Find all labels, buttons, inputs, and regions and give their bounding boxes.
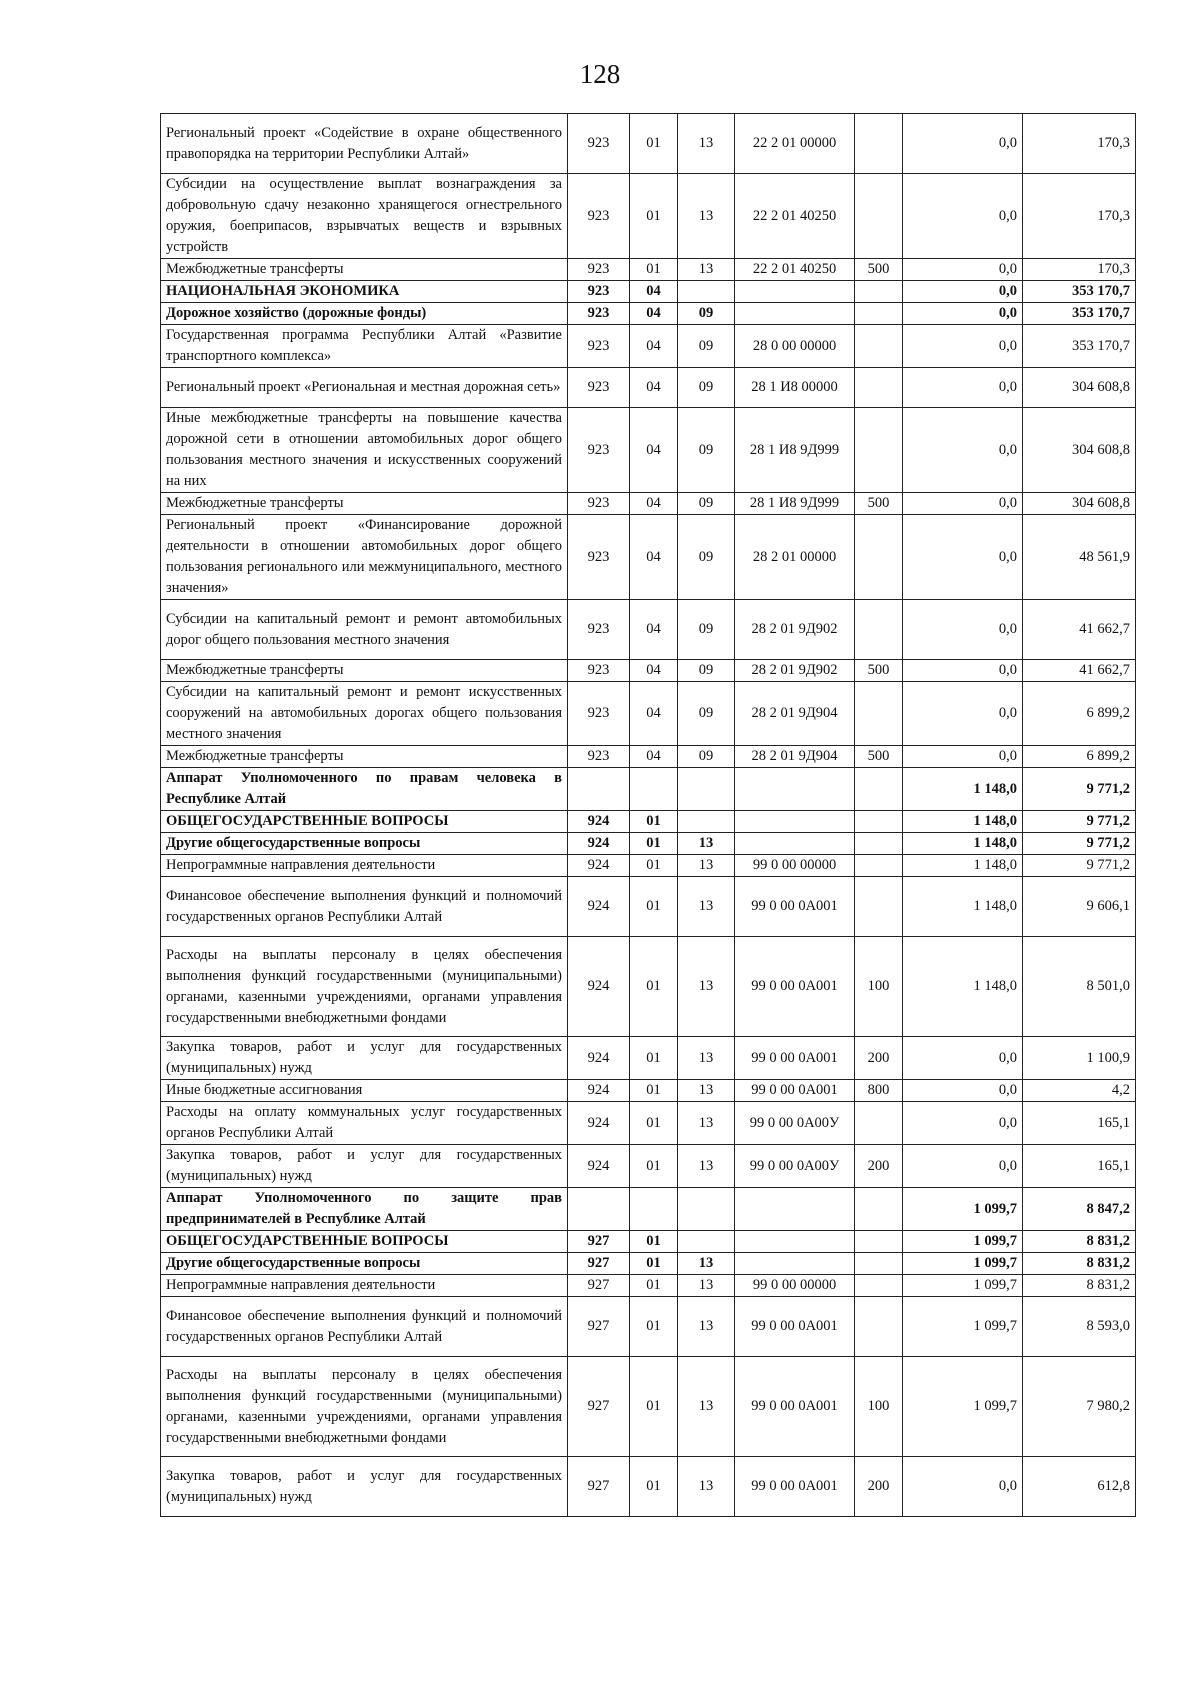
amount-total-cell: 304 608,8 bbox=[1023, 493, 1136, 515]
subsection-code-cell: 13 bbox=[678, 114, 735, 174]
table-row bbox=[161, 1145, 1136, 1188]
subsection-code-cell: 13 bbox=[678, 877, 735, 937]
subsection-code-cell: 13 bbox=[678, 1457, 735, 1517]
section-code-cell: 04 bbox=[630, 303, 678, 325]
admin-code-cell: 924 bbox=[568, 1080, 630, 1102]
amount-total-cell: 165,1 bbox=[1023, 1102, 1136, 1145]
expense-type-cell bbox=[855, 811, 903, 833]
target-article-cell: 99 0 00 0А001 bbox=[735, 1037, 855, 1080]
section-code-cell: 01 bbox=[630, 1102, 678, 1145]
amount-federal-cell: 0,0 bbox=[903, 682, 1023, 746]
admin-code-cell: 924 bbox=[568, 937, 630, 1037]
table-row bbox=[161, 811, 1136, 833]
target-article-cell: 28 2 01 00000 bbox=[735, 515, 855, 600]
table-row bbox=[161, 768, 1136, 811]
target-article-cell: 28 2 01 9Д904 bbox=[735, 746, 855, 768]
table-row bbox=[161, 1297, 1136, 1357]
expense-type-cell: 100 bbox=[855, 937, 903, 1037]
expense-type-cell bbox=[855, 600, 903, 660]
subsection-code-cell: 13 bbox=[678, 1102, 735, 1145]
table-row bbox=[161, 600, 1136, 660]
amount-total-cell: 353 170,7 bbox=[1023, 325, 1136, 368]
amount-total-cell: 9 771,2 bbox=[1023, 768, 1136, 811]
subsection-code-cell bbox=[678, 811, 735, 833]
row-name-cell: Непрограммные направления деятельности bbox=[161, 855, 568, 877]
budget-table-body bbox=[161, 114, 1136, 1517]
admin-code-cell: 923 bbox=[568, 281, 630, 303]
amount-total-cell: 304 608,8 bbox=[1023, 368, 1136, 408]
target-article-cell: 28 0 00 00000 bbox=[735, 325, 855, 368]
expense-type-cell bbox=[855, 768, 903, 811]
admin-code-cell: 923 bbox=[568, 682, 630, 746]
amount-federal-cell: 1 099,7 bbox=[903, 1188, 1023, 1231]
amount-total-cell: 353 170,7 bbox=[1023, 303, 1136, 325]
table-row bbox=[161, 937, 1136, 1037]
amount-federal-cell: 1 099,7 bbox=[903, 1231, 1023, 1253]
table-row bbox=[161, 660, 1136, 682]
row-name-cell: Закупка товаров, работ и услуг для государственных (муниципальных) нужд bbox=[161, 1145, 568, 1188]
section-code-cell: 01 bbox=[630, 1275, 678, 1297]
admin-code-cell bbox=[568, 1188, 630, 1231]
admin-code-cell: 924 bbox=[568, 855, 630, 877]
table-row bbox=[161, 1037, 1136, 1080]
row-name-cell: Иные межбюджетные трансферты на повышение качества дорожной сети в отношении автомобильных дорог общего пользования местного значения и искусственных сооружений на них bbox=[161, 408, 568, 493]
target-article-cell: 99 0 00 0А00У bbox=[735, 1102, 855, 1145]
amount-federal-cell: 1 099,7 bbox=[903, 1275, 1023, 1297]
subsection-code-cell: 09 bbox=[678, 746, 735, 768]
target-article-cell: 28 1 И8 9Д999 bbox=[735, 408, 855, 493]
section-code-cell: 04 bbox=[630, 493, 678, 515]
section-code-cell: 01 bbox=[630, 259, 678, 281]
expense-type-cell bbox=[855, 1253, 903, 1275]
amount-federal-cell: 0,0 bbox=[903, 515, 1023, 600]
expense-type-cell bbox=[855, 281, 903, 303]
row-name-cell: Региональный проект «Региональная и местная дорожная сеть» bbox=[161, 368, 568, 408]
section-code-cell: 01 bbox=[630, 855, 678, 877]
section-code-cell bbox=[630, 768, 678, 811]
section-code-cell: 01 bbox=[630, 174, 678, 259]
table-row bbox=[161, 1275, 1136, 1297]
target-article-cell: 28 2 01 9Д902 bbox=[735, 660, 855, 682]
amount-total-cell: 170,3 bbox=[1023, 174, 1136, 259]
amount-total-cell: 170,3 bbox=[1023, 259, 1136, 281]
amount-total-cell: 6 899,2 bbox=[1023, 682, 1136, 746]
target-article-cell: 99 0 00 00000 bbox=[735, 1275, 855, 1297]
section-code-cell: 01 bbox=[630, 1080, 678, 1102]
admin-code-cell: 923 bbox=[568, 515, 630, 600]
amount-total-cell: 353 170,7 bbox=[1023, 281, 1136, 303]
target-article-cell: 99 0 00 0А001 bbox=[735, 1297, 855, 1357]
target-article-cell: 28 1 И8 9Д999 bbox=[735, 493, 855, 515]
row-name-cell: Закупка товаров, работ и услуг для государственных (муниципальных) нужд bbox=[161, 1037, 568, 1080]
amount-federal-cell: 1 099,7 bbox=[903, 1297, 1023, 1357]
admin-code-cell: 923 bbox=[568, 303, 630, 325]
amount-federal-cell: 1 148,0 bbox=[903, 811, 1023, 833]
target-article-cell: 22 2 01 40250 bbox=[735, 259, 855, 281]
table-row bbox=[161, 1188, 1136, 1231]
admin-code-cell: 923 bbox=[568, 368, 630, 408]
row-name-cell: Другие общегосударственные вопросы bbox=[161, 1253, 568, 1275]
target-article-cell: 99 0 00 00000 bbox=[735, 855, 855, 877]
amount-federal-cell: 0,0 bbox=[903, 1145, 1023, 1188]
admin-code-cell: 923 bbox=[568, 408, 630, 493]
amount-total-cell: 9 606,1 bbox=[1023, 877, 1136, 937]
expense-type-cell: 500 bbox=[855, 493, 903, 515]
section-code-cell: 04 bbox=[630, 660, 678, 682]
table-row bbox=[161, 259, 1136, 281]
subsection-code-cell bbox=[678, 281, 735, 303]
section-code-cell: 04 bbox=[630, 682, 678, 746]
section-code-cell: 01 bbox=[630, 811, 678, 833]
admin-code-cell: 924 bbox=[568, 1145, 630, 1188]
page-number: 128 bbox=[579, 59, 621, 89]
table-row bbox=[161, 833, 1136, 855]
amount-total-cell: 8 831,2 bbox=[1023, 1275, 1136, 1297]
table-row bbox=[161, 303, 1136, 325]
subsection-code-cell: 13 bbox=[678, 174, 735, 259]
amount-federal-cell: 0,0 bbox=[903, 746, 1023, 768]
table-row bbox=[161, 1231, 1136, 1253]
subsection-code-cell bbox=[678, 1231, 735, 1253]
expense-type-cell bbox=[855, 1275, 903, 1297]
amount-federal-cell: 0,0 bbox=[903, 325, 1023, 368]
subsection-code-cell: 13 bbox=[678, 1357, 735, 1457]
row-name-cell: Межбюджетные трансферты bbox=[161, 746, 568, 768]
expense-type-cell: 800 bbox=[855, 1080, 903, 1102]
row-name-cell: Дорожное хозяйство (дорожные фонды) bbox=[161, 303, 568, 325]
target-article-cell bbox=[735, 1231, 855, 1253]
subsection-code-cell bbox=[678, 768, 735, 811]
section-code-cell: 01 bbox=[630, 1297, 678, 1357]
row-name-cell: Аппарат Уполномоченного по правам человека в Республике Алтай bbox=[161, 768, 568, 811]
expense-type-cell bbox=[855, 1231, 903, 1253]
admin-code-cell: 924 bbox=[568, 1102, 630, 1145]
amount-federal-cell: 0,0 bbox=[903, 408, 1023, 493]
subsection-code-cell bbox=[678, 1188, 735, 1231]
admin-code-cell: 924 bbox=[568, 877, 630, 937]
table-row bbox=[161, 325, 1136, 368]
amount-federal-cell: 1 099,7 bbox=[903, 1253, 1023, 1275]
row-name-cell: Региональный проект «Финансирование дорожной деятельности в отношении автомобильных дорог общего пользования регионального или межмуниципального, местного значения» bbox=[161, 515, 568, 600]
amount-federal-cell: 0,0 bbox=[903, 114, 1023, 174]
subsection-code-cell: 13 bbox=[678, 855, 735, 877]
table-row bbox=[161, 1457, 1136, 1517]
admin-code-cell: 927 bbox=[568, 1297, 630, 1357]
admin-code-cell: 927 bbox=[568, 1357, 630, 1457]
subsection-code-cell: 13 bbox=[678, 1037, 735, 1080]
admin-code-cell: 924 bbox=[568, 1037, 630, 1080]
expense-type-cell bbox=[855, 303, 903, 325]
amount-federal-cell: 0,0 bbox=[903, 281, 1023, 303]
amount-federal-cell: 0,0 bbox=[903, 303, 1023, 325]
target-article-cell bbox=[735, 303, 855, 325]
section-code-cell: 01 bbox=[630, 1145, 678, 1188]
amount-total-cell: 8 831,2 bbox=[1023, 1231, 1136, 1253]
expense-type-cell bbox=[855, 877, 903, 937]
section-code-cell: 04 bbox=[630, 281, 678, 303]
admin-code-cell: 923 bbox=[568, 493, 630, 515]
expense-type-cell: 200 bbox=[855, 1145, 903, 1188]
section-code-cell: 04 bbox=[630, 368, 678, 408]
section-code-cell: 04 bbox=[630, 408, 678, 493]
expense-type-cell: 500 bbox=[855, 660, 903, 682]
row-name-cell: Расходы на выплаты персоналу в целях обеспечения выполнения функций государственными (муниципальными) органами, казенными учреждениями, органами управления государственными внебюджетными фондами bbox=[161, 937, 568, 1037]
table-row bbox=[161, 1253, 1136, 1275]
amount-federal-cell: 0,0 bbox=[903, 174, 1023, 259]
subsection-code-cell: 13 bbox=[678, 1145, 735, 1188]
table-row bbox=[161, 746, 1136, 768]
row-name-cell: Межбюджетные трансферты bbox=[161, 493, 568, 515]
subsection-code-cell: 09 bbox=[678, 682, 735, 746]
target-article-cell: 99 0 00 0А00У bbox=[735, 1145, 855, 1188]
target-article-cell bbox=[735, 281, 855, 303]
expense-type-cell bbox=[855, 1188, 903, 1231]
row-name-cell: Межбюджетные трансферты bbox=[161, 259, 568, 281]
expense-type-cell bbox=[855, 833, 903, 855]
table-row bbox=[161, 174, 1136, 259]
section-code-cell: 01 bbox=[630, 1457, 678, 1517]
admin-code-cell: 923 bbox=[568, 259, 630, 281]
amount-total-cell: 8 593,0 bbox=[1023, 1297, 1136, 1357]
subsection-code-cell: 09 bbox=[678, 408, 735, 493]
expense-type-cell bbox=[855, 368, 903, 408]
section-code-cell: 01 bbox=[630, 877, 678, 937]
amount-total-cell: 8 501,0 bbox=[1023, 937, 1136, 1037]
admin-code-cell: 924 bbox=[568, 811, 630, 833]
table-row bbox=[161, 493, 1136, 515]
section-code-cell: 04 bbox=[630, 746, 678, 768]
expense-type-cell bbox=[855, 174, 903, 259]
admin-code-cell: 923 bbox=[568, 600, 630, 660]
amount-federal-cell: 0,0 bbox=[903, 660, 1023, 682]
table-row bbox=[161, 281, 1136, 303]
subsection-code-cell: 09 bbox=[678, 303, 735, 325]
row-name-cell: Закупка товаров, работ и услуг для государственных (муниципальных) нужд bbox=[161, 1457, 568, 1517]
target-article-cell bbox=[735, 768, 855, 811]
amount-federal-cell: 0,0 bbox=[903, 600, 1023, 660]
amount-total-cell: 9 771,2 bbox=[1023, 855, 1136, 877]
target-article-cell bbox=[735, 833, 855, 855]
subsection-code-cell: 13 bbox=[678, 833, 735, 855]
subsection-code-cell: 09 bbox=[678, 660, 735, 682]
amount-total-cell: 1 100,9 bbox=[1023, 1037, 1136, 1080]
target-article-cell bbox=[735, 1188, 855, 1231]
amount-total-cell: 7 980,2 bbox=[1023, 1357, 1136, 1457]
amount-total-cell: 8 831,2 bbox=[1023, 1253, 1136, 1275]
amount-federal-cell: 1 099,7 bbox=[903, 1357, 1023, 1457]
amount-total-cell: 8 847,2 bbox=[1023, 1188, 1136, 1231]
amount-federal-cell: 0,0 bbox=[903, 1037, 1023, 1080]
amount-total-cell: 9 771,2 bbox=[1023, 811, 1136, 833]
amount-federal-cell: 0,0 bbox=[903, 1080, 1023, 1102]
expense-type-cell bbox=[855, 114, 903, 174]
admin-code-cell bbox=[568, 768, 630, 811]
subsection-code-cell: 13 bbox=[678, 259, 735, 281]
table-row bbox=[161, 515, 1136, 600]
amount-total-cell: 9 771,2 bbox=[1023, 833, 1136, 855]
row-name-cell: Расходы на оплату коммунальных услуг государственных органов Республики Алтай bbox=[161, 1102, 568, 1145]
admin-code-cell: 923 bbox=[568, 114, 630, 174]
row-name-cell: Другие общегосударственные вопросы bbox=[161, 833, 568, 855]
expense-type-cell bbox=[855, 1102, 903, 1145]
target-article-cell: 28 2 01 9Д902 bbox=[735, 600, 855, 660]
target-article-cell bbox=[735, 811, 855, 833]
expense-type-cell bbox=[855, 408, 903, 493]
expense-type-cell bbox=[855, 682, 903, 746]
amount-total-cell: 170,3 bbox=[1023, 114, 1136, 174]
table-row bbox=[161, 877, 1136, 937]
table-row bbox=[161, 1102, 1136, 1145]
section-code-cell: 04 bbox=[630, 325, 678, 368]
amount-federal-cell: 0,0 bbox=[903, 1457, 1023, 1517]
section-code-cell: 04 bbox=[630, 515, 678, 600]
row-name-cell: Расходы на выплаты персоналу в целях обеспечения выполнения функций государственными (муниципальными) органами, казенными учреждениями, органами управления государственными внебюджетными фондами bbox=[161, 1357, 568, 1457]
amount-total-cell: 304 608,8 bbox=[1023, 408, 1136, 493]
amount-total-cell: 612,8 bbox=[1023, 1457, 1136, 1517]
row-name-cell: НАЦИОНАЛЬНАЯ ЭКОНОМИКА bbox=[161, 281, 568, 303]
expense-type-cell: 200 bbox=[855, 1457, 903, 1517]
admin-code-cell: 923 bbox=[568, 660, 630, 682]
row-name-cell: Финансовое обеспечение выполнения функций и полномочий государственных органов Республики Алтай bbox=[161, 877, 568, 937]
subsection-code-cell: 09 bbox=[678, 368, 735, 408]
row-name-cell: ОБЩЕГОСУДАРСТВЕННЫЕ ВОПРОСЫ bbox=[161, 811, 568, 833]
target-article-cell: 99 0 00 0А001 bbox=[735, 1357, 855, 1457]
table-row bbox=[161, 682, 1136, 746]
expense-type-cell: 100 bbox=[855, 1357, 903, 1457]
table-row bbox=[161, 1080, 1136, 1102]
amount-total-cell: 165,1 bbox=[1023, 1145, 1136, 1188]
amount-federal-cell: 1 148,0 bbox=[903, 833, 1023, 855]
subsection-code-cell: 13 bbox=[678, 1253, 735, 1275]
subsection-code-cell: 13 bbox=[678, 1275, 735, 1297]
amount-federal-cell: 0,0 bbox=[903, 493, 1023, 515]
amount-federal-cell: 1 148,0 bbox=[903, 855, 1023, 877]
row-name-cell: Иные бюджетные ассигнования bbox=[161, 1080, 568, 1102]
admin-code-cell: 924 bbox=[568, 833, 630, 855]
amount-federal-cell: 1 148,0 bbox=[903, 768, 1023, 811]
target-article-cell bbox=[735, 1253, 855, 1275]
row-name-cell: Государственная программа Республики Алтай «Развитие транспортного комплекса» bbox=[161, 325, 568, 368]
target-article-cell: 99 0 00 0А001 bbox=[735, 1080, 855, 1102]
budget-table bbox=[160, 113, 1136, 1517]
row-name-cell: Региональный проект «Содействие в охране общественного правопорядка на территории Республики Алтай» bbox=[161, 114, 568, 174]
row-name-cell: Субсидии на капитальный ремонт и ремонт искусственных сооружений на автомобильных дорогах общего пользования местного значения bbox=[161, 682, 568, 746]
section-code-cell: 01 bbox=[630, 833, 678, 855]
admin-code-cell: 923 bbox=[568, 746, 630, 768]
row-name-cell: Финансовое обеспечение выполнения функций и полномочий государственных органов Республики Алтай bbox=[161, 1297, 568, 1357]
subsection-code-cell: 13 bbox=[678, 1080, 735, 1102]
row-name-cell: Субсидии на капитальный ремонт и ремонт автомобильных дорог общего пользования местного значения bbox=[161, 600, 568, 660]
section-code-cell: 01 bbox=[630, 937, 678, 1037]
section-code-cell: 01 bbox=[630, 1037, 678, 1080]
table-row bbox=[161, 408, 1136, 493]
section-code-cell: 01 bbox=[630, 114, 678, 174]
subsection-code-cell: 09 bbox=[678, 515, 735, 600]
expense-type-cell: 500 bbox=[855, 746, 903, 768]
row-name-cell: Непрограммные направления деятельности bbox=[161, 1275, 568, 1297]
admin-code-cell: 927 bbox=[568, 1253, 630, 1275]
admin-code-cell: 927 bbox=[568, 1275, 630, 1297]
target-article-cell: 22 2 01 40250 bbox=[735, 174, 855, 259]
amount-federal-cell: 0,0 bbox=[903, 1102, 1023, 1145]
amount-total-cell: 6 899,2 bbox=[1023, 746, 1136, 768]
expense-type-cell: 500 bbox=[855, 259, 903, 281]
target-article-cell: 28 1 И8 00000 bbox=[735, 368, 855, 408]
amount-total-cell: 48 561,9 bbox=[1023, 515, 1136, 600]
subsection-code-cell: 09 bbox=[678, 600, 735, 660]
table-row bbox=[161, 1357, 1136, 1457]
section-code-cell: 01 bbox=[630, 1357, 678, 1457]
row-name-cell: Аппарат Уполномоченного по защите прав предпринимателей в Республике Алтай bbox=[161, 1188, 568, 1231]
amount-total-cell: 41 662,7 bbox=[1023, 660, 1136, 682]
target-article-cell: 22 2 01 00000 bbox=[735, 114, 855, 174]
expense-type-cell bbox=[855, 1297, 903, 1357]
subsection-code-cell: 13 bbox=[678, 937, 735, 1037]
expense-type-cell bbox=[855, 515, 903, 600]
section-code-cell: 01 bbox=[630, 1253, 678, 1275]
row-name-cell: ОБЩЕГОСУДАРСТВЕННЫЕ ВОПРОСЫ bbox=[161, 1231, 568, 1253]
amount-federal-cell: 0,0 bbox=[903, 259, 1023, 281]
subsection-code-cell: 13 bbox=[678, 1297, 735, 1357]
target-article-cell: 99 0 00 0А001 bbox=[735, 877, 855, 937]
subsection-code-cell: 09 bbox=[678, 493, 735, 515]
subsection-code-cell: 09 bbox=[678, 325, 735, 368]
expense-type-cell bbox=[855, 325, 903, 368]
expense-type-cell: 200 bbox=[855, 1037, 903, 1080]
admin-code-cell: 927 bbox=[568, 1231, 630, 1253]
target-article-cell: 99 0 00 0А001 bbox=[735, 937, 855, 1037]
table-row bbox=[161, 368, 1136, 408]
target-article-cell: 99 0 00 0А001 bbox=[735, 1457, 855, 1517]
table-row bbox=[161, 114, 1136, 174]
expense-type-cell bbox=[855, 855, 903, 877]
admin-code-cell: 923 bbox=[568, 174, 630, 259]
section-code-cell: 01 bbox=[630, 1231, 678, 1253]
admin-code-cell: 927 bbox=[568, 1457, 630, 1517]
amount-federal-cell: 1 148,0 bbox=[903, 877, 1023, 937]
admin-code-cell: 923 bbox=[568, 325, 630, 368]
target-article-cell: 28 2 01 9Д904 bbox=[735, 682, 855, 746]
amount-federal-cell: 1 148,0 bbox=[903, 937, 1023, 1037]
amount-total-cell: 41 662,7 bbox=[1023, 600, 1136, 660]
table-row bbox=[161, 855, 1136, 877]
amount-federal-cell: 0,0 bbox=[903, 368, 1023, 408]
row-name-cell: Субсидии на осуществление выплат вознаграждения за добровольную сдачу незаконно хранящегося огнестрельного оружия, боеприпасов, взрывчатых веществ и взрывных устройств bbox=[161, 174, 568, 259]
row-name-cell: Межбюджетные трансферты bbox=[161, 660, 568, 682]
section-code-cell: 04 bbox=[630, 600, 678, 660]
amount-total-cell: 4,2 bbox=[1023, 1080, 1136, 1102]
section-code-cell bbox=[630, 1188, 678, 1231]
